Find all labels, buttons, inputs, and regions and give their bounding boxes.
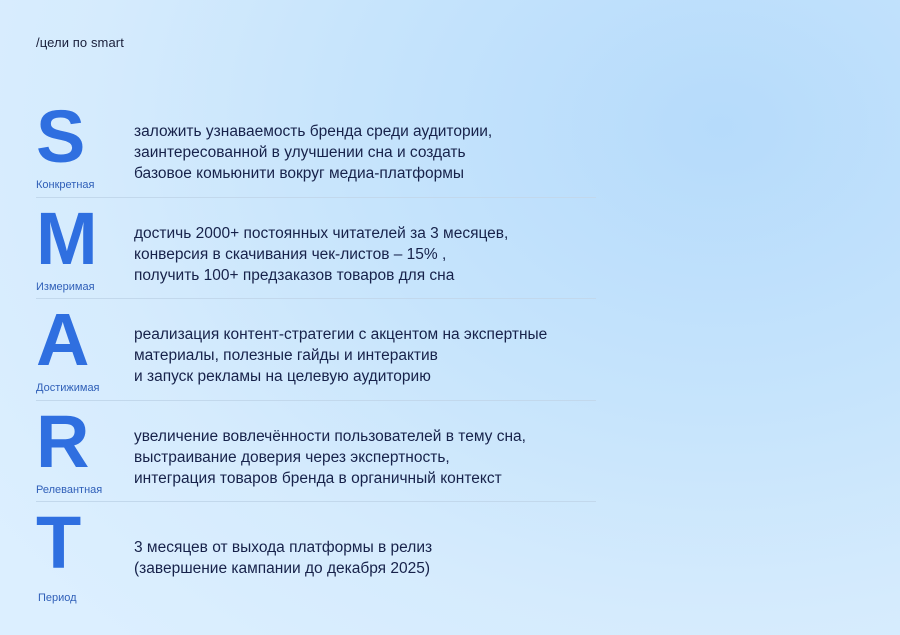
smart-caption: Релевантная	[36, 483, 103, 496]
smart-letter: T	[36, 501, 81, 584]
smart-caption: Измеримая	[36, 280, 95, 293]
smart-caption: Период	[38, 592, 77, 604]
smart-goals-list	[36, 96, 596, 604]
smart-description: достичь 2000+ постоянных читателей за 3 месяцев, конверсия в скачивания чек-листов – 15% , получить 100+ предзаказов товаров для сна	[134, 224, 509, 284]
smart-caption: Достижимая	[36, 382, 100, 394]
smart-letter: M	[36, 196, 97, 280]
smart-letter: S	[36, 95, 85, 178]
smart-description: 3 месяцев от выхода платформы в релиз (завершение кампании до декабря 2025)	[134, 539, 433, 577]
smart-caption: Конкретная	[36, 179, 95, 191]
smart-row-a	[36, 299, 596, 401]
smart-letter: R	[36, 399, 89, 483]
smart-description: реализация контент-стратегии с акцентом на экспертные материалы, полезные гайды и интерактив и запуск рекламы на целевую аудиторию	[134, 326, 548, 385]
smart-row-t	[36, 502, 596, 604]
smart-row-r	[36, 401, 596, 503]
smart-row-m	[36, 198, 596, 300]
breadcrumb: /цели по smart	[36, 35, 124, 50]
smart-row-s	[36, 96, 596, 198]
smart-description: заложить узнаваемость бренда среди аудитории, заинтересованной в улучшении сна и создать базовое комьюнити вокруг медиа-платформы	[134, 123, 493, 182]
smart-description: увеличение вовлечённости пользователей в тему сна, выстраивание доверия через экспертность, интеграция товаров бренда в органичный контекст	[134, 427, 526, 487]
smart-letter: A	[36, 298, 89, 381]
